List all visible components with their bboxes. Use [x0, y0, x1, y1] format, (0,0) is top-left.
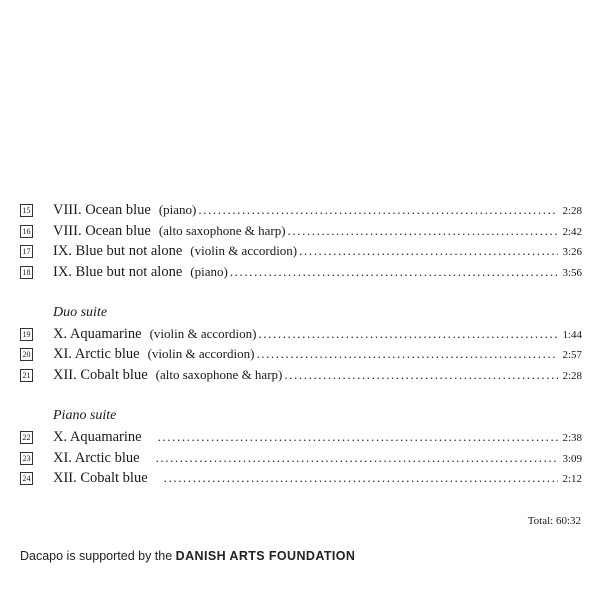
track-row — [20, 223, 582, 241]
track-duration: 1:44 — [562, 329, 582, 341]
track-title: XI. Arctic blue — [53, 346, 140, 362]
track-instruments: (violin & accordion) — [190, 243, 298, 258]
leader-dots — [258, 326, 558, 342]
track-duration: 2:57 — [562, 349, 582, 361]
leader-dots — [158, 429, 559, 445]
track-duration: 3:09 — [562, 453, 582, 465]
track-title: XII. Cobalt blue — [53, 470, 148, 486]
leader-dots — [230, 264, 559, 280]
leader-dots — [256, 346, 558, 362]
track-row — [20, 243, 582, 261]
track-row — [20, 326, 582, 344]
track-row — [20, 367, 582, 385]
leader-dots — [284, 367, 558, 383]
track-number: 23 — [20, 452, 33, 465]
leader-dots — [156, 450, 559, 466]
leader-dots — [198, 202, 558, 218]
track-instruments: (piano) — [190, 264, 228, 279]
section-heading-duo-suite: Duo suite — [53, 305, 108, 320]
total-duration: Total: 60:32 — [527, 515, 581, 527]
track-row — [20, 470, 582, 488]
track-instruments: (piano) — [158, 202, 197, 217]
track-instruments: (violin & accordion) — [147, 346, 255, 361]
leader-dots — [288, 223, 559, 239]
leader-dots — [164, 470, 559, 486]
track-instruments: (violin & accordion) — [149, 326, 257, 341]
track-title: X. Aquamarine — [53, 429, 142, 445]
track-title: VIII. Ocean blue — [53, 223, 151, 239]
track-instruments: (alto saxophone & harp) — [155, 367, 283, 382]
arts-foundation-logo: DANISH ARTS FOUNDATION — [175, 549, 356, 563]
track-number: 18 — [20, 266, 33, 279]
track-instruments: (alto saxophone & harp) — [158, 223, 286, 238]
track-title: VIII. Ocean blue — [53, 202, 151, 218]
track-duration: 3:26 — [562, 246, 582, 258]
track-row — [20, 450, 582, 468]
track-number: 16 — [20, 225, 33, 238]
support-credit — [20, 549, 355, 563]
track-duration: 2:38 — [562, 432, 582, 444]
track-duration: 2:12 — [562, 473, 582, 485]
track-row — [20, 346, 582, 364]
section-heading-piano-suite: Piano suite — [53, 408, 117, 423]
track-number: 15 — [20, 204, 33, 217]
track-number: 17 — [20, 245, 33, 258]
track-title: X. Aquamarine — [53, 326, 142, 342]
track-title: XI. Arctic blue — [53, 450, 140, 466]
track-title: IX. Blue but not alone — [53, 264, 183, 280]
track-row — [20, 264, 582, 282]
track-row — [20, 202, 582, 220]
track-number: 22 — [20, 431, 33, 444]
track-number: 20 — [20, 348, 33, 361]
leader-dots — [299, 243, 558, 259]
support-text: Dacapo is supported by the — [20, 549, 173, 563]
track-title: IX. Blue but not alone — [53, 243, 183, 259]
track-number: 24 — [20, 472, 33, 485]
track-duration: 2:28 — [562, 205, 582, 217]
track-title: XII. Cobalt blue — [53, 367, 148, 383]
track-number: 19 — [20, 328, 33, 341]
track-number: 21 — [20, 369, 33, 382]
track-duration: 2:42 — [562, 226, 582, 238]
track-duration: 3:56 — [562, 267, 582, 279]
track-row — [20, 429, 582, 447]
track-duration: 2:28 — [562, 370, 582, 382]
